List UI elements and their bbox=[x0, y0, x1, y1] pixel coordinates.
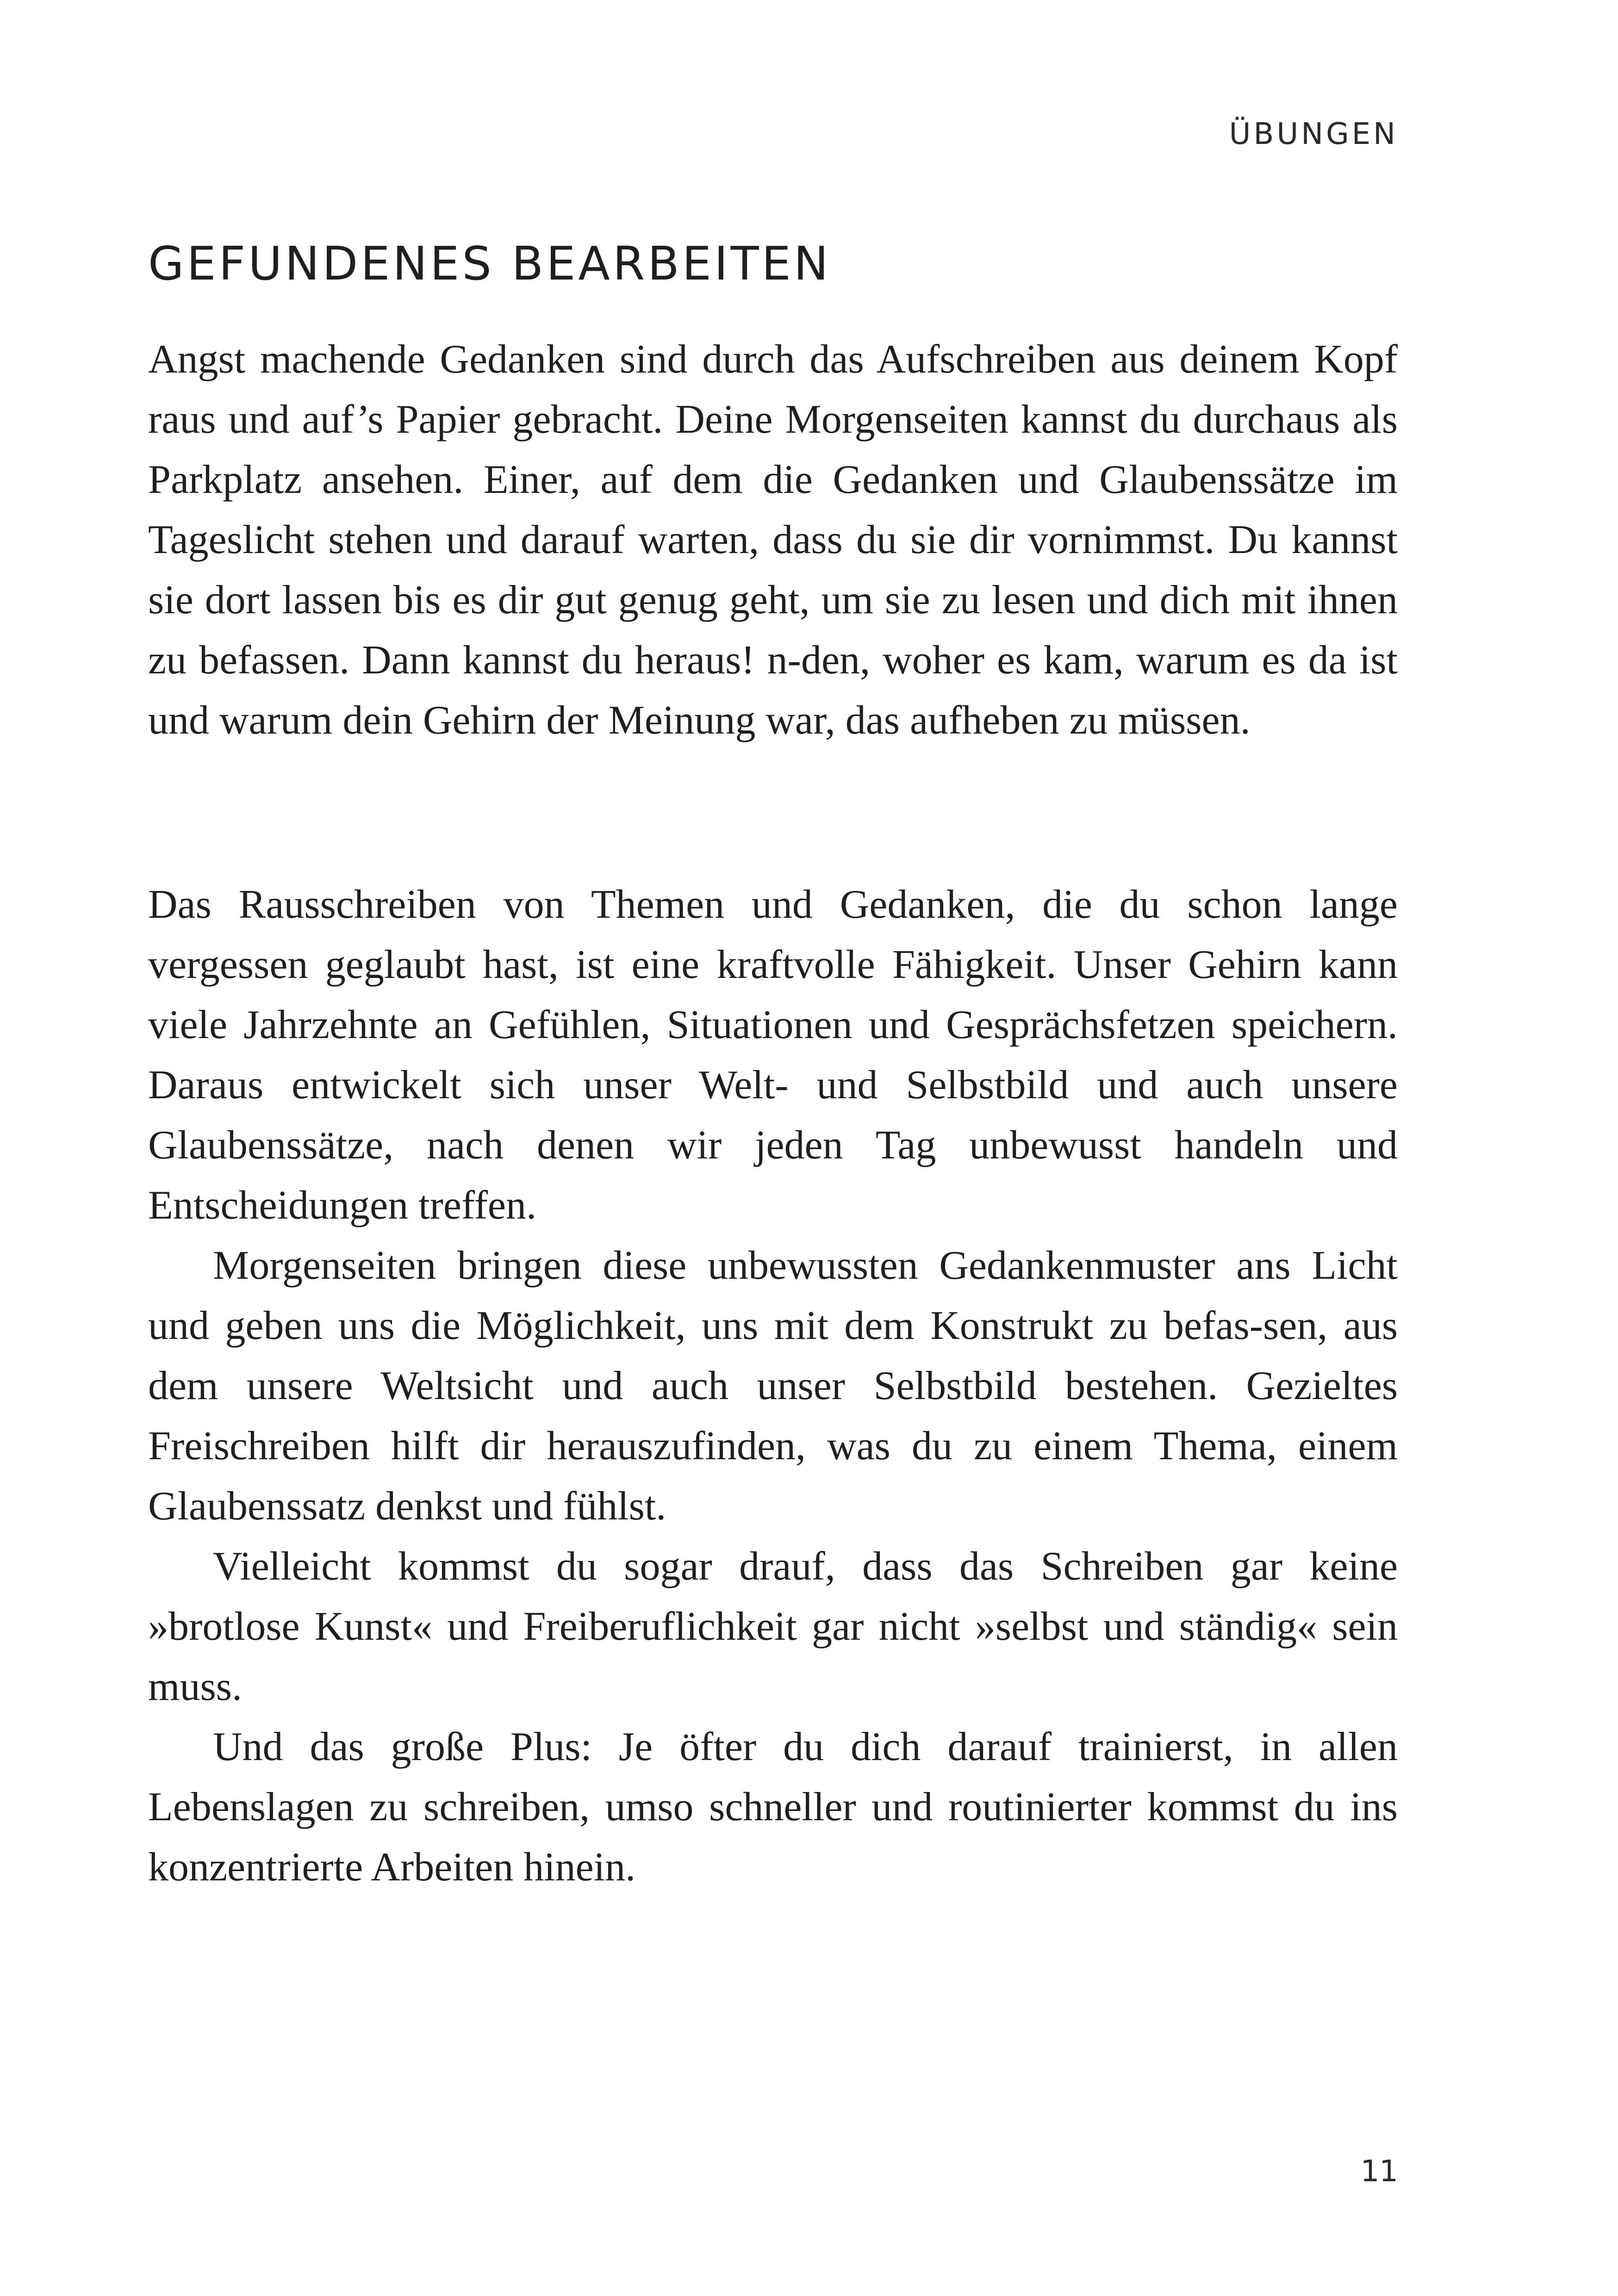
page-number: 11 bbox=[1360, 2154, 1398, 2189]
paragraph: Das Rausschreiben von Themen und Gedanken, die du schon lange vergessen geglaubt hast, ist eine kraftvolle Fähigkeit. Unser Gehirn kann viele Jahrzehnte an Gefühlen, Situationen und Gesprächsfetzen speichern. Daraus entwickelt sich unser Welt- und Selbstbild und auch unsere Glaubenssätze, nach denen wir jeden Tag unbewusst handeln und Entscheidungen treffen. bbox=[148, 882, 1398, 1228]
paragraph: Morgenseiten bringen diese unbewussten Gedankenmuster ans Licht und geben uns die Möglichkeit, uns mit dem Konstrukt zu befas-sen, aus dem unsere Weltsicht und auch unser Selbstbild bestehen. Gezieltes Freischreiben hilft dir herauszufinden, was du zu einem Thema, einem Glaubenssatz denkst und fühlst. bbox=[148, 1243, 1398, 1529]
paragraph: Angst machende Gedanken sind durch das Aufschreiben aus deinem Kopf raus und auf’s Papier gebracht. Deine Morgenseiten kannst du durchaus als Parkplatz ansehen. Einer, auf dem die Gedanken und Glaubenssätze im Tageslicht stehen und darauf warten, dass du sie dir vornimmst. Du kannst sie dort lassen bis es dir gut genug geht, um sie zu lesen und dich mit ihnen zu befassen. Dann kannst du heraus! n-den, woher es kam, warum es da ist und warum dein Gehirn der Meinung war, das aufheben zu müssen. bbox=[148, 337, 1398, 743]
body-block-2 bbox=[148, 875, 1398, 1898]
section-title: GEFUNDENES BEARBEITEN bbox=[148, 236, 831, 291]
running-head: ÜBUNGEN bbox=[1229, 117, 1398, 151]
paragraph: Und das große Plus: Je öfter du dich darauf trainierst, in allen Lebenslagen zu schreiben, umso schneller und routinierter kommst du ins konzentrierte Arbeiten hinein. bbox=[148, 1724, 1398, 1890]
body-block-1 bbox=[148, 330, 1398, 751]
paragraph: Vielleicht kommst du sogar drauf, dass das Schreiben gar keine »brotlose Kunst« und Freiberuflichkeit gar nicht »selbst und ständig« sein muss. bbox=[148, 1544, 1398, 1709]
